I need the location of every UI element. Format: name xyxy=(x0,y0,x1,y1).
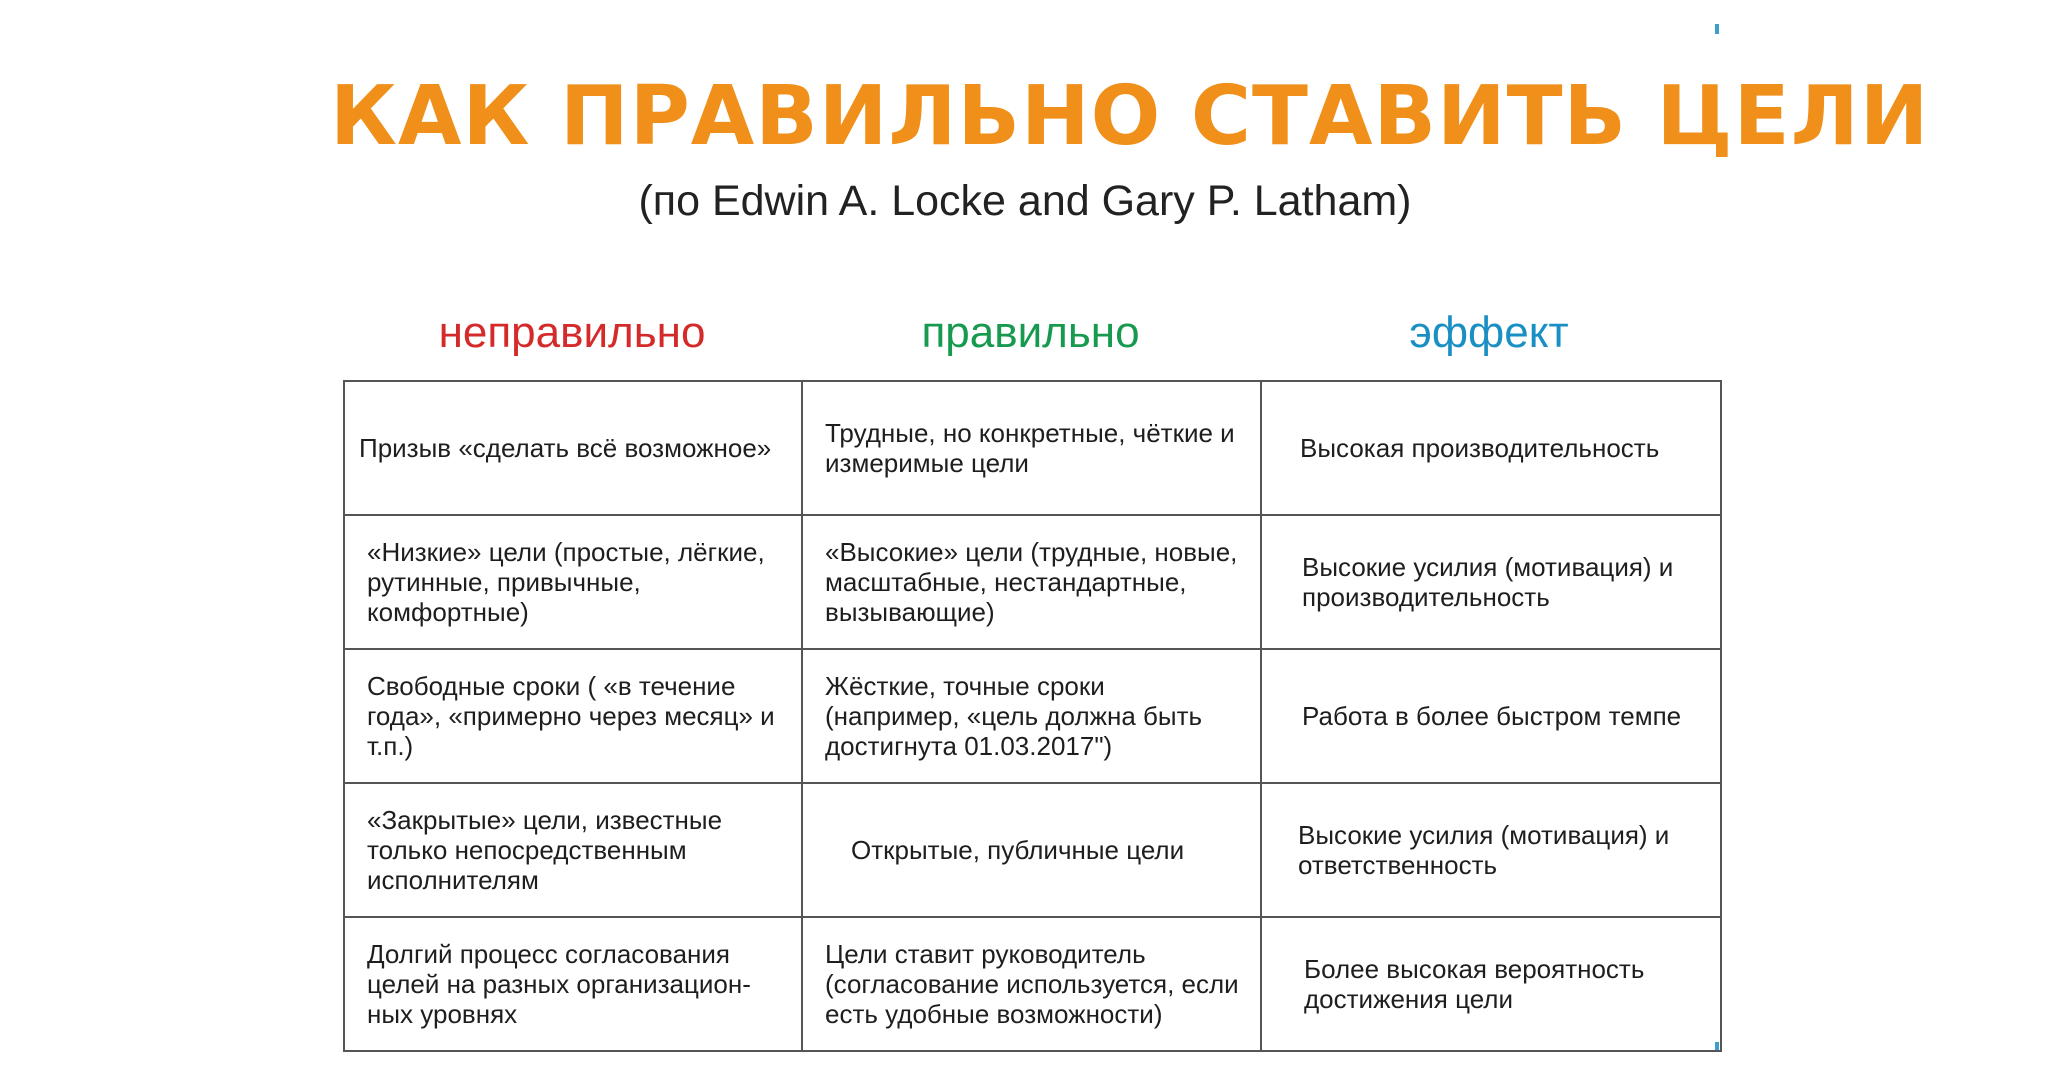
cell-effect: Работа в более быстром темпе xyxy=(1261,649,1721,783)
page-title: КАК ПРАВИЛЬНО СТАВИТЬ ЦЕЛИ xyxy=(330,69,1930,164)
edge-mark-top xyxy=(1715,24,1719,34)
cell-wrong: «Низкие» цели (простые, лёгкие, рутинные, привычные, комфортные) xyxy=(344,515,802,649)
cell-right: Жёсткие, точные сроки (например, «цель должна быть достигнута 01.03.2017") xyxy=(802,649,1261,783)
cell-effect: Высокая производительность xyxy=(1261,381,1721,515)
cell-right: Открытые, публичные цели xyxy=(802,783,1261,917)
cell-wrong: Призыв «сделать всё возможное» xyxy=(344,381,802,515)
column-header-right: правильно xyxy=(921,308,1140,357)
table-row xyxy=(344,649,1721,783)
table-row xyxy=(344,515,1721,649)
cell-right: Цели ставит руководитель (согласование используется, если есть удобные возможности) xyxy=(802,917,1261,1051)
page-subtitle: (по Edwin A. Locke and Gary P. Latham) xyxy=(638,177,1412,225)
cell-effect: Высокие усилия (мотивация) и ответственность xyxy=(1261,783,1721,917)
column-header-wrong: неправильно xyxy=(438,308,706,357)
goals-table xyxy=(343,380,1722,1052)
cell-wrong: «Закрытые» цели, известные только непосредственным исполнителям xyxy=(344,783,802,917)
cell-wrong: Свободные сроки ( «в течение года», «примерно через месяц» и т.п.) xyxy=(344,649,802,783)
table-row xyxy=(344,381,1721,515)
cell-effect: Более высокая вероятность достижения цели xyxy=(1261,917,1721,1051)
column-header-effect: эффект xyxy=(1409,308,1569,357)
cell-wrong: Долгий процесс согласования целей на разных организацион-ных уровнях xyxy=(344,917,802,1051)
poster-sheet xyxy=(330,24,1930,1054)
cell-right: Трудные, но конкретные, чёткие и измеримые цели xyxy=(802,381,1261,515)
cell-effect: Высокие усилия (мотивация) и производительность xyxy=(1261,515,1721,649)
table-row xyxy=(344,783,1721,917)
cell-right: «Высокие» цели (трудные, новые, масштабные, нестандартные, вызывающие) xyxy=(802,515,1261,649)
table-row xyxy=(344,917,1721,1051)
